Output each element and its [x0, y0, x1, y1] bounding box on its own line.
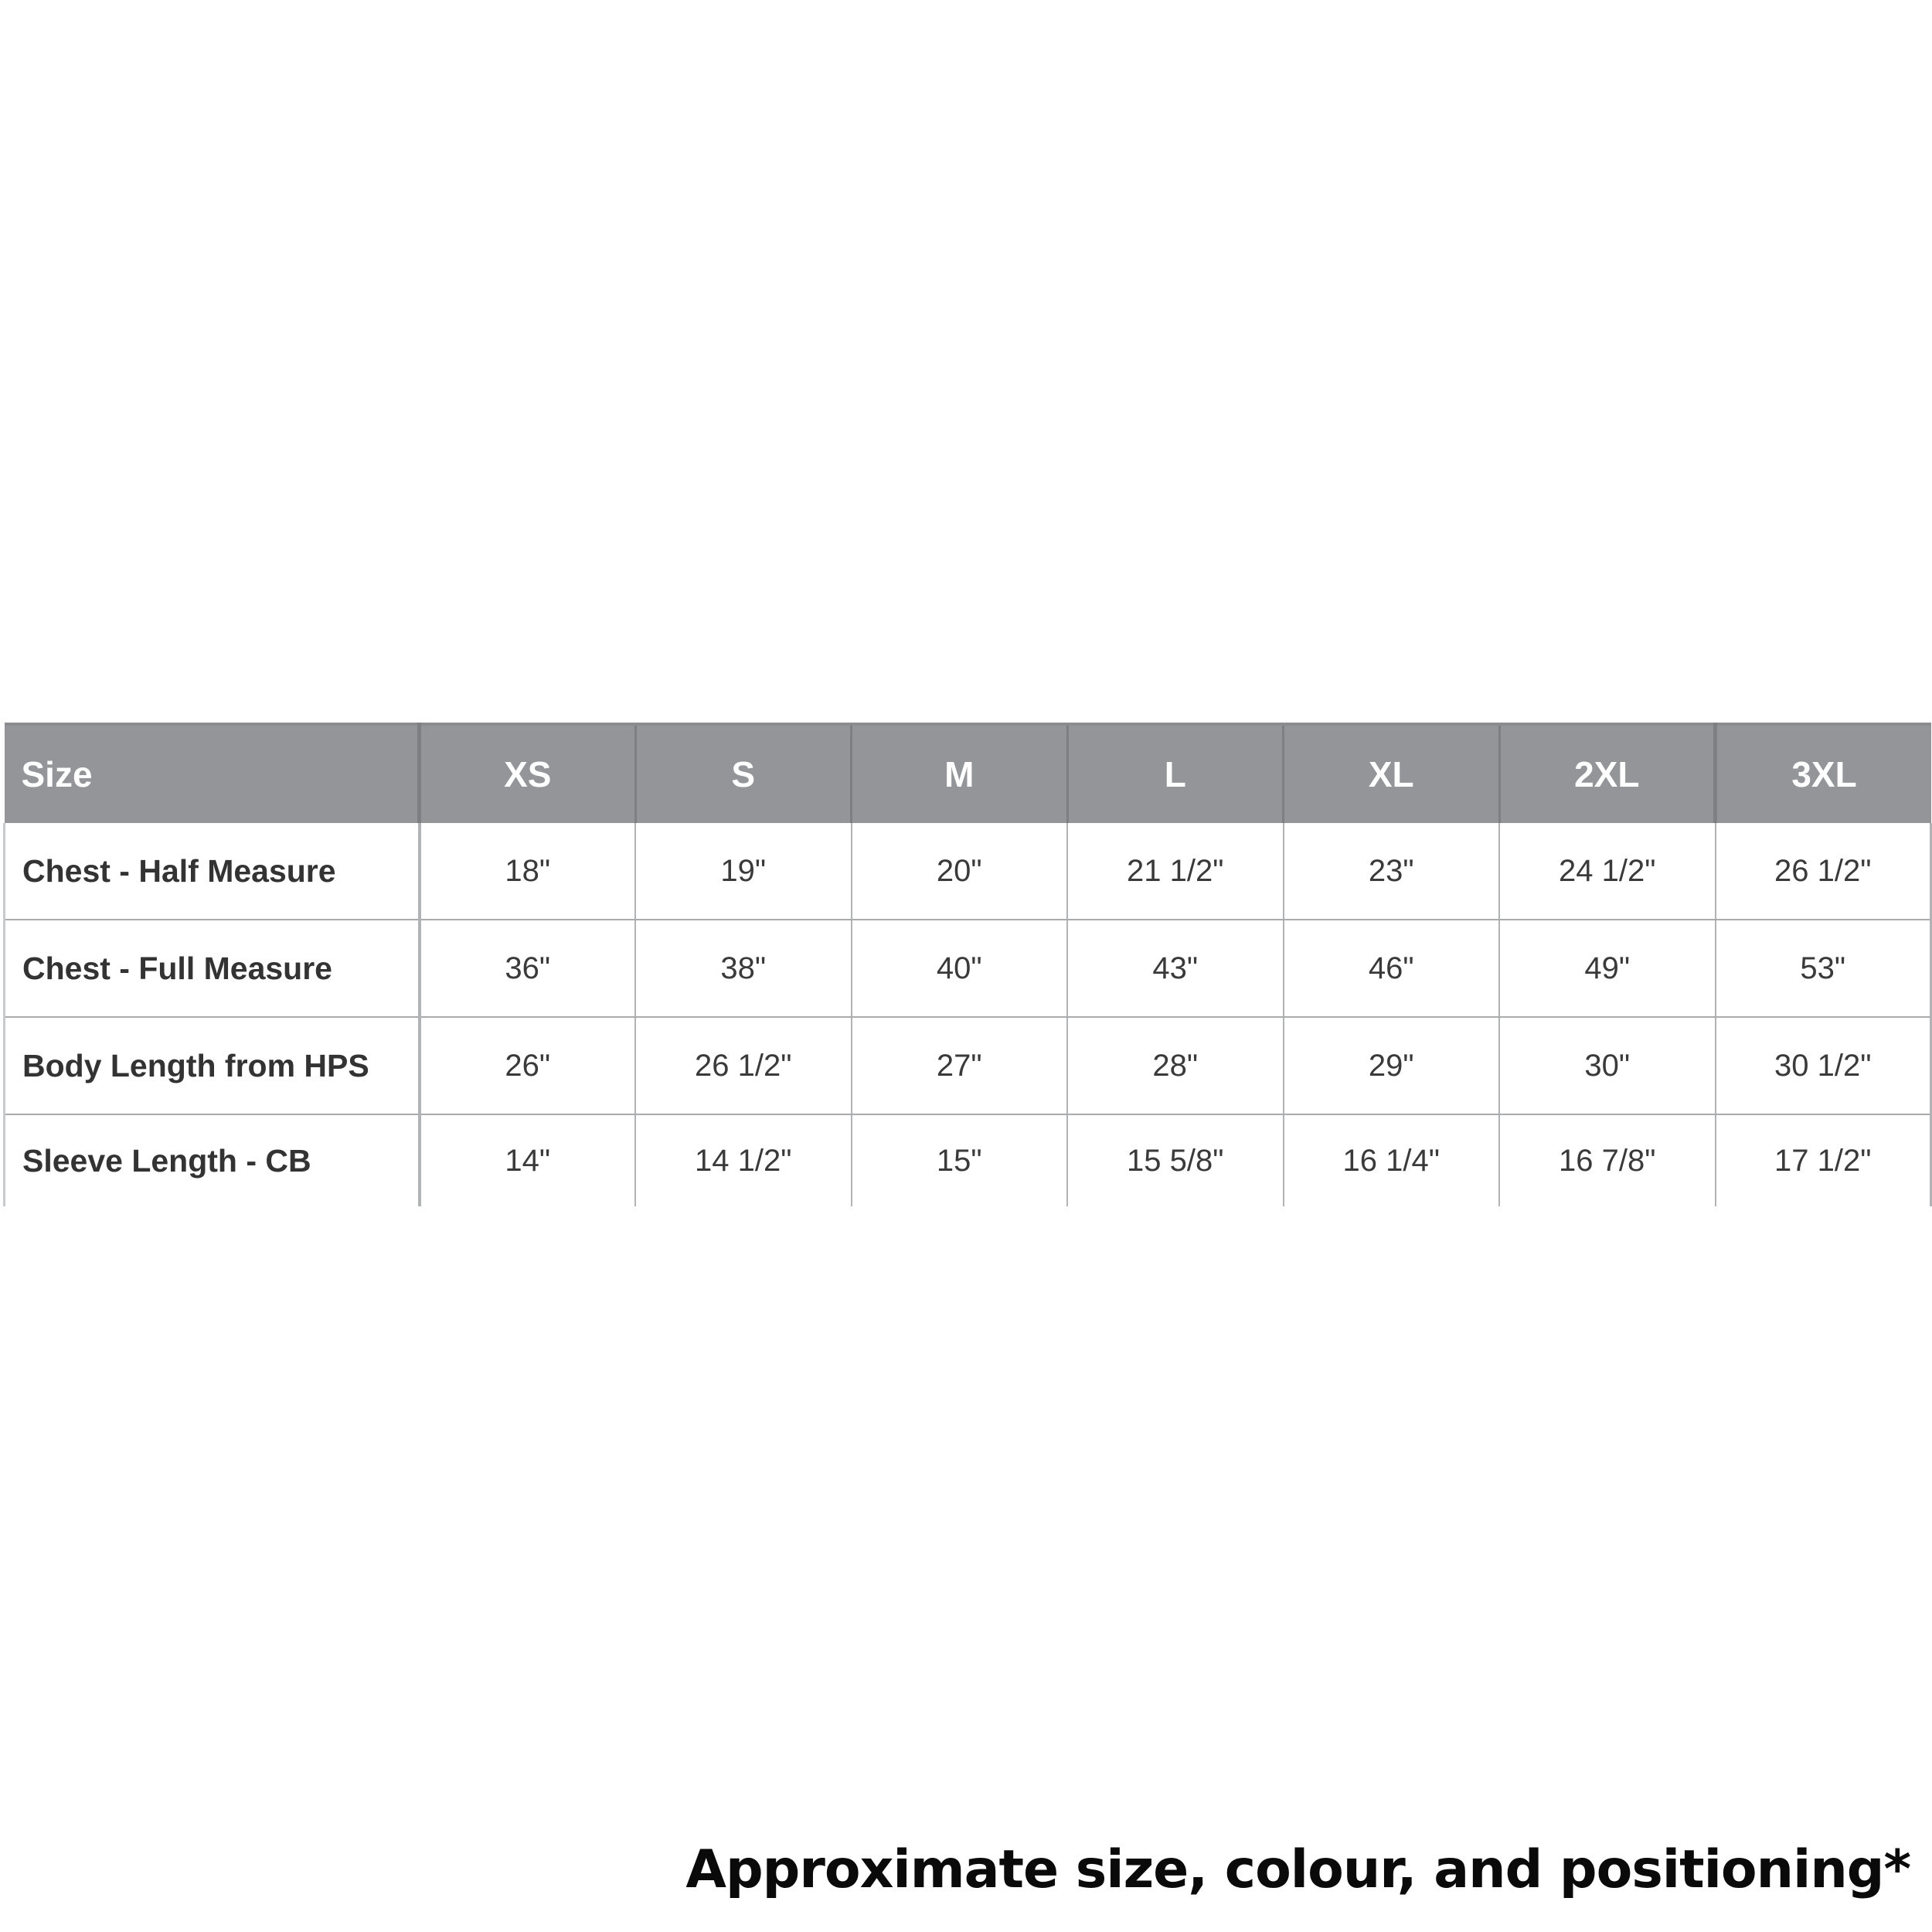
table-cell: 27": [852, 1017, 1068, 1114]
table-cell: 16 7/8": [1499, 1114, 1716, 1206]
table-cell: 23": [1284, 823, 1500, 920]
header-size-m: M: [852, 724, 1068, 823]
table-cell: 26 1/2": [635, 1017, 852, 1114]
table-cell: 20": [852, 823, 1068, 920]
table-cell: 43": [1067, 920, 1284, 1017]
table-row: [5, 1017, 1932, 1114]
disclaimer-note: Approximate size, colour, and positioning*: [685, 1839, 1910, 1900]
table-cell: 29": [1284, 1017, 1500, 1114]
header-size-s: S: [635, 724, 852, 823]
table-cell: 28": [1067, 1017, 1284, 1114]
table-cell: 14 1/2": [635, 1114, 852, 1206]
row-label: Body Length from HPS: [5, 1017, 420, 1114]
row-label: Chest - Full Measure: [5, 920, 420, 1017]
header-size-3xl: 3XL: [1716, 724, 1932, 823]
table-cell: 26": [420, 1017, 636, 1114]
table-cell: 36": [420, 920, 636, 1017]
table-cell: 30 1/2": [1716, 1017, 1932, 1114]
table-cell: 24 1/2": [1499, 823, 1716, 920]
header-size-label: Size: [5, 724, 420, 823]
table-cell: 30": [1499, 1017, 1716, 1114]
table-cell: 14": [420, 1114, 636, 1206]
table-cell: 49": [1499, 920, 1716, 1017]
table-cell: 18": [420, 823, 636, 920]
table-row: [5, 920, 1932, 1017]
table-cell: 53": [1716, 920, 1932, 1017]
table-cell: 21 1/2": [1067, 823, 1284, 920]
header-size-l: L: [1067, 724, 1284, 823]
table-cell: 16 1/4": [1284, 1114, 1500, 1206]
row-label: Sleeve Length - CB: [5, 1114, 420, 1206]
table-cell: 17 1/2": [1716, 1114, 1932, 1206]
table-cell: 40": [852, 920, 1068, 1017]
table-cell: 38": [635, 920, 852, 1017]
header-size-xs: XS: [420, 724, 636, 823]
table-row: [5, 823, 1932, 920]
header-size-xl: XL: [1284, 724, 1500, 823]
table-cell: 15 5/8": [1067, 1114, 1284, 1206]
row-label: Chest - Half Measure: [5, 823, 420, 920]
header-size-2xl: 2XL: [1499, 724, 1716, 823]
table-cell: 46": [1284, 920, 1500, 1017]
table-cell: 19": [635, 823, 852, 920]
table-header-row: [5, 724, 1932, 823]
size-chart-table: [3, 723, 1932, 1206]
table-cell: 26 1/2": [1716, 823, 1932, 920]
table-row: [5, 1114, 1932, 1206]
table-cell: 15": [852, 1114, 1068, 1206]
